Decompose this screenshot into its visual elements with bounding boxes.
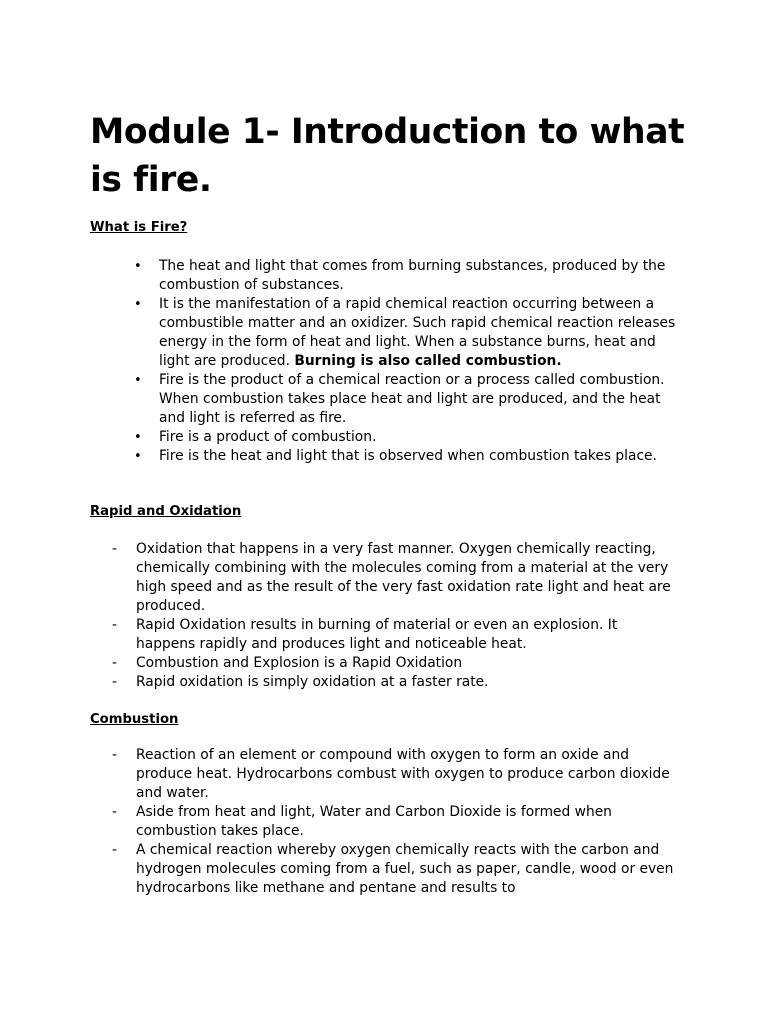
list-item-text: Rapid Oxidation results in burning of material or even an explosion. It happens rapidly and produces light and noticeable heat. <box>136 617 618 652</box>
list-item-text: Oxidation that happens in a very fast manner. Oxygen chemically reacting, chemically combining with the molecules coming from a material at the very high speed and as the result of the very fast oxidation rate light and heat are produced. <box>136 541 671 614</box>
list-item-text: Combustion and Explosion is a Rapid Oxidation <box>136 655 463 671</box>
list-item <box>112 540 676 616</box>
list-item <box>112 746 676 803</box>
dash-marker: - <box>112 541 117 557</box>
list-item <box>112 654 676 673</box>
list-item-emphasis: Burning is also called combustion. <box>294 353 562 369</box>
rapid-oxidation-list <box>112 540 676 692</box>
list-item-text: It is the manifestation of a rapid chemical reaction occurring between a combustible matter and an oxidizer. Such rapid chemical reaction releases energy in the form of heat and light. When a substance burns, heat and light are produced. <box>159 296 676 369</box>
list-item <box>134 371 679 428</box>
list-item-text: The heat and light that comes from burning substances, produced by the combustion of substances. <box>159 258 666 293</box>
list-item-text: Fire is a product of combustion. <box>159 429 377 445</box>
dash-marker: - <box>112 655 117 671</box>
bullet-marker: • <box>134 449 142 464</box>
list-item <box>134 428 679 447</box>
list-item-text: Aside from heat and light, Water and Carbon Dioxide is formed when combustion takes place. <box>136 804 612 839</box>
list-item <box>112 673 676 692</box>
what-is-fire-list <box>134 257 679 466</box>
list-item-text: A chemical reaction whereby oxygen chemically reacts with the carbon and hydrogen molecules coming from a fuel, such as paper, candle, wood or even hydrocarbons like methane and pentane and results to <box>136 842 674 896</box>
bullet-marker: • <box>134 430 142 445</box>
bullet-marker: • <box>134 373 142 388</box>
list-item <box>112 803 676 841</box>
bullet-marker: • <box>134 297 142 312</box>
combustion-list <box>112 746 676 898</box>
list-item-text: Fire is the product of a chemical reaction or a process called combustion. When combustion takes place heat and light are produced, and the heat and light is referred as fire. <box>159 372 665 426</box>
bullet-marker: • <box>134 259 142 274</box>
page-title: Module 1- Introduction to what is fire. <box>90 112 685 200</box>
section-heading-combustion: Combustion <box>90 712 179 727</box>
list-item-text: Reaction of an element or compound with oxygen to form an oxide and produce heat. Hydrocarbons combust with oxygen to produce carbon dioxide and water. <box>136 747 670 801</box>
list-item <box>112 841 676 898</box>
list-item-text: Fire is the heat and light that is observed when combustion takes place. <box>159 448 657 464</box>
list-item <box>134 295 679 371</box>
list-item <box>134 447 679 466</box>
dash-marker: - <box>112 804 117 820</box>
section-heading-what-is-fire: What is Fire? <box>90 220 188 235</box>
list-item-text: Rapid oxidation is simply oxidation at a faster rate. <box>136 674 489 690</box>
dash-marker: - <box>112 674 117 690</box>
section-heading-rapid-and-oxidation: Rapid and Oxidation <box>90 504 242 519</box>
list-item <box>134 257 679 295</box>
dash-marker: - <box>112 747 117 763</box>
list-item <box>112 616 676 654</box>
dash-marker: - <box>112 617 117 633</box>
dash-marker: - <box>112 842 117 858</box>
